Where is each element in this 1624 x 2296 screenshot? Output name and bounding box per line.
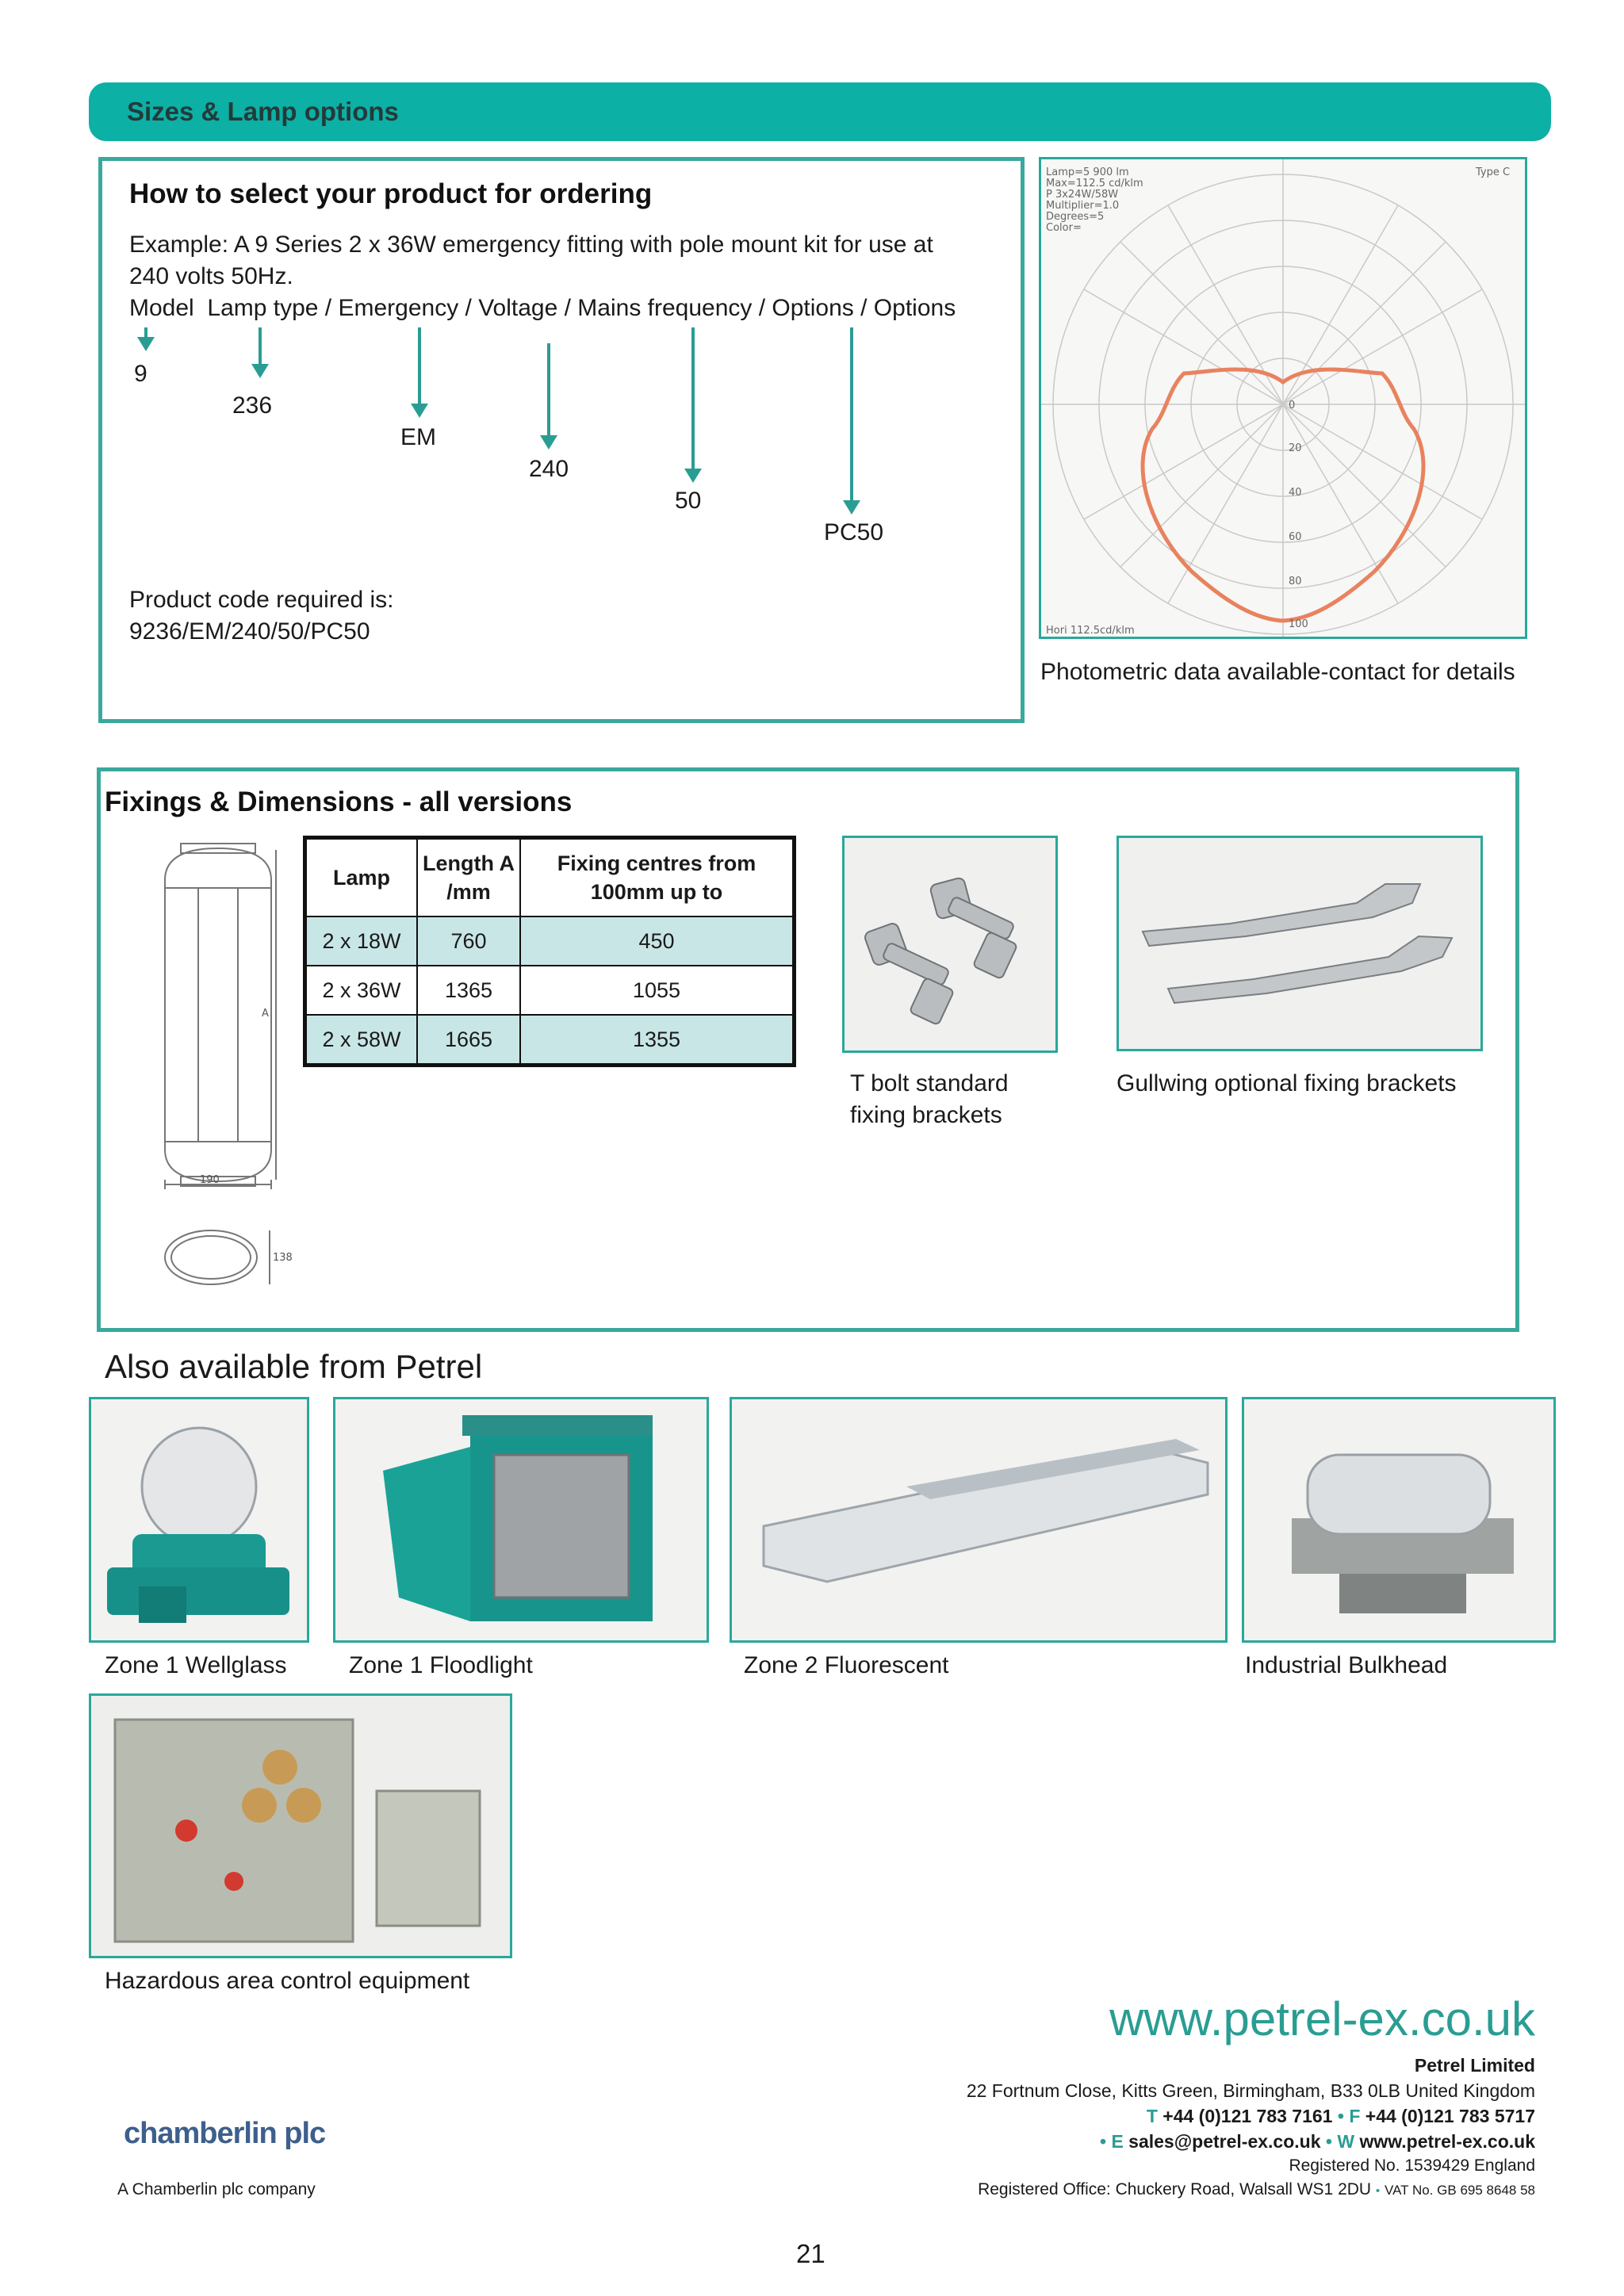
footer-company: Petrel Limited <box>1414 2055 1535 2076</box>
bullet-icon: • <box>1099 2131 1107 2152</box>
photometric-caption: Photometric data available-contact for details <box>1040 659 1515 685</box>
columns-line: Model Lamp type / Emergency / Voltage / Mains frequency / Options / Options <box>129 295 956 321</box>
code-model: 9 <box>134 361 147 387</box>
table-cell: 450 <box>520 916 795 966</box>
ring-label: 20 <box>1289 442 1302 454</box>
wellglass-photo <box>89 1397 309 1643</box>
also-heading: Also available from Petrel <box>105 1348 483 1385</box>
chart-footer-text: Hori 112.5cd/klm <box>1046 625 1135 637</box>
ordering-box <box>98 157 1025 723</box>
chamberlin-logo: chamberlin plc <box>124 2117 326 2150</box>
ring-label: 0 <box>1289 400 1296 411</box>
web-link[interactable]: www.petrel-ex.co.uk <box>1359 2131 1535 2152</box>
example-line-2: 240 volts 50Hz. <box>129 263 293 289</box>
table-cell: 2 x 36W <box>305 966 418 1015</box>
ordering-heading: How to select your product for ordering <box>129 178 653 209</box>
table-header-length: Length A /mm <box>417 838 520 917</box>
ring-label: 60 <box>1289 531 1302 543</box>
footer-website[interactable]: www.petrel-ex.co.uk <box>1109 1992 1535 2045</box>
table-cell: 760 <box>417 916 520 966</box>
bulkhead-photo <box>1242 1397 1556 1643</box>
control-equipment-photo <box>89 1693 512 1958</box>
table-header-fixing: Fixing centres from 100mm up to <box>520 838 795 917</box>
phone-number: +44 (0)121 783 7161 <box>1162 2106 1333 2126</box>
product-caption: Industrial Bulkhead <box>1245 1652 1448 1678</box>
tbolt-caption-2: fixing brackets <box>850 1102 1002 1128</box>
product-caption: Zone 1 Wellglass <box>105 1652 287 1678</box>
arrow-voltage <box>547 343 550 437</box>
footer-registered: Registered No. 1539429 England <box>1289 2156 1535 2175</box>
info-line: P 3x24W/58W <box>1046 189 1119 201</box>
info-line: Degrees=5 <box>1046 211 1105 223</box>
parent-company-text: A Chamberlin plc company <box>117 2180 316 2198</box>
code-options: PC50 <box>824 519 884 545</box>
table-cell: 2 x 58W <box>305 1015 418 1066</box>
section-title: Sizes & Lamp options <box>127 97 399 126</box>
page-number: 21 <box>796 2239 825 2268</box>
table-header-lamp: Lamp <box>305 838 418 917</box>
table-cell: 2 x 18W <box>305 916 418 966</box>
bullet-icon: • <box>1375 2184 1381 2198</box>
table-cell: 1355 <box>520 1015 795 1066</box>
fitting-drawing <box>151 840 293 1300</box>
code-emergency: EM <box>400 424 436 450</box>
footer-contact-line <box>1100 2131 1535 2152</box>
footer-vat: VAT No. GB 695 8648 58 <box>1385 2183 1535 2198</box>
footer-office-line <box>978 2180 1535 2199</box>
info-line: Color= <box>1046 222 1082 234</box>
table-cell: 1055 <box>520 966 795 1015</box>
required-code: 9236/EM/240/50/PC50 <box>129 618 370 645</box>
photometric-chart <box>1039 157 1527 639</box>
web-label: W <box>1337 2131 1355 2152</box>
ring-label: 80 <box>1289 576 1302 587</box>
gullwing-caption: Gullwing optional fixing brackets <box>1116 1070 1457 1096</box>
code-voltage: 240 <box>529 456 569 482</box>
phone-label: T <box>1146 2106 1158 2126</box>
bullet-icon: • <box>1337 2106 1344 2126</box>
product-caption: Hazardous area control equipment <box>105 1968 470 1994</box>
info-line: Max=112.5 cd/klm <box>1046 178 1143 189</box>
table-row <box>305 966 795 1015</box>
fluorescent-photo <box>730 1397 1228 1643</box>
code-lamp: 236 <box>232 392 273 419</box>
email-link[interactable]: sales@petrel-ex.co.uk <box>1128 2131 1321 2152</box>
fax-number: +44 (0)121 783 5717 <box>1365 2106 1535 2126</box>
arrow-frequency <box>691 327 695 470</box>
table-cell: 1365 <box>417 966 520 1015</box>
ring-label: 100 <box>1289 618 1308 630</box>
footer-phone-line <box>1147 2106 1535 2127</box>
floodlight-photo <box>333 1397 709 1643</box>
required-label: Product code required is: <box>129 587 394 613</box>
product-caption: Zone 1 Floodlight <box>349 1652 533 1678</box>
dim-label-width: 190 <box>200 1174 220 1186</box>
table-row <box>305 1015 795 1066</box>
email-label: E <box>1111 2131 1124 2152</box>
table-cell: 1665 <box>417 1015 520 1066</box>
code-frequency: 50 <box>675 488 702 514</box>
tbolt-caption-1: T bolt standard <box>850 1070 1009 1096</box>
example-line-1: Example: A 9 Series 2 x 36W emergency fitting with pole mount kit for use at <box>129 232 933 258</box>
gullwing-photo <box>1116 836 1483 1051</box>
dim-label-depth: 138 <box>273 1252 293 1264</box>
ring-label: 40 <box>1289 487 1302 499</box>
footer-address: 22 Fortnum Close, Kitts Green, Birmingham, B33 0LB United Kingdom <box>966 2080 1535 2101</box>
info-line: Lamp=5 900 lm <box>1046 166 1129 178</box>
fixings-table <box>303 836 796 1067</box>
product-caption: Zone 2 Fluorescent <box>744 1652 949 1678</box>
type-label: Type C <box>1476 166 1511 178</box>
tbolt-photo <box>842 836 1058 1053</box>
polar-diagram <box>1041 159 1525 637</box>
arrow-emergency <box>418 327 421 405</box>
arrow-options <box>850 327 853 502</box>
info-line: Multiplier=1.0 <box>1046 200 1120 212</box>
section-banner <box>89 82 1551 141</box>
arrow-lamp <box>259 327 262 365</box>
bullet-icon: • <box>1325 2131 1332 2152</box>
dim-label-a: A <box>262 1008 269 1020</box>
fax-label: F <box>1349 2106 1361 2126</box>
footer-office: Registered Office: Chuckery Road, Walsall WS1 2DU <box>978 2180 1372 2198</box>
fixings-heading: Fixings & Dimensions - all versions <box>105 786 573 817</box>
arrow-model <box>144 327 147 339</box>
table-row <box>305 916 795 966</box>
